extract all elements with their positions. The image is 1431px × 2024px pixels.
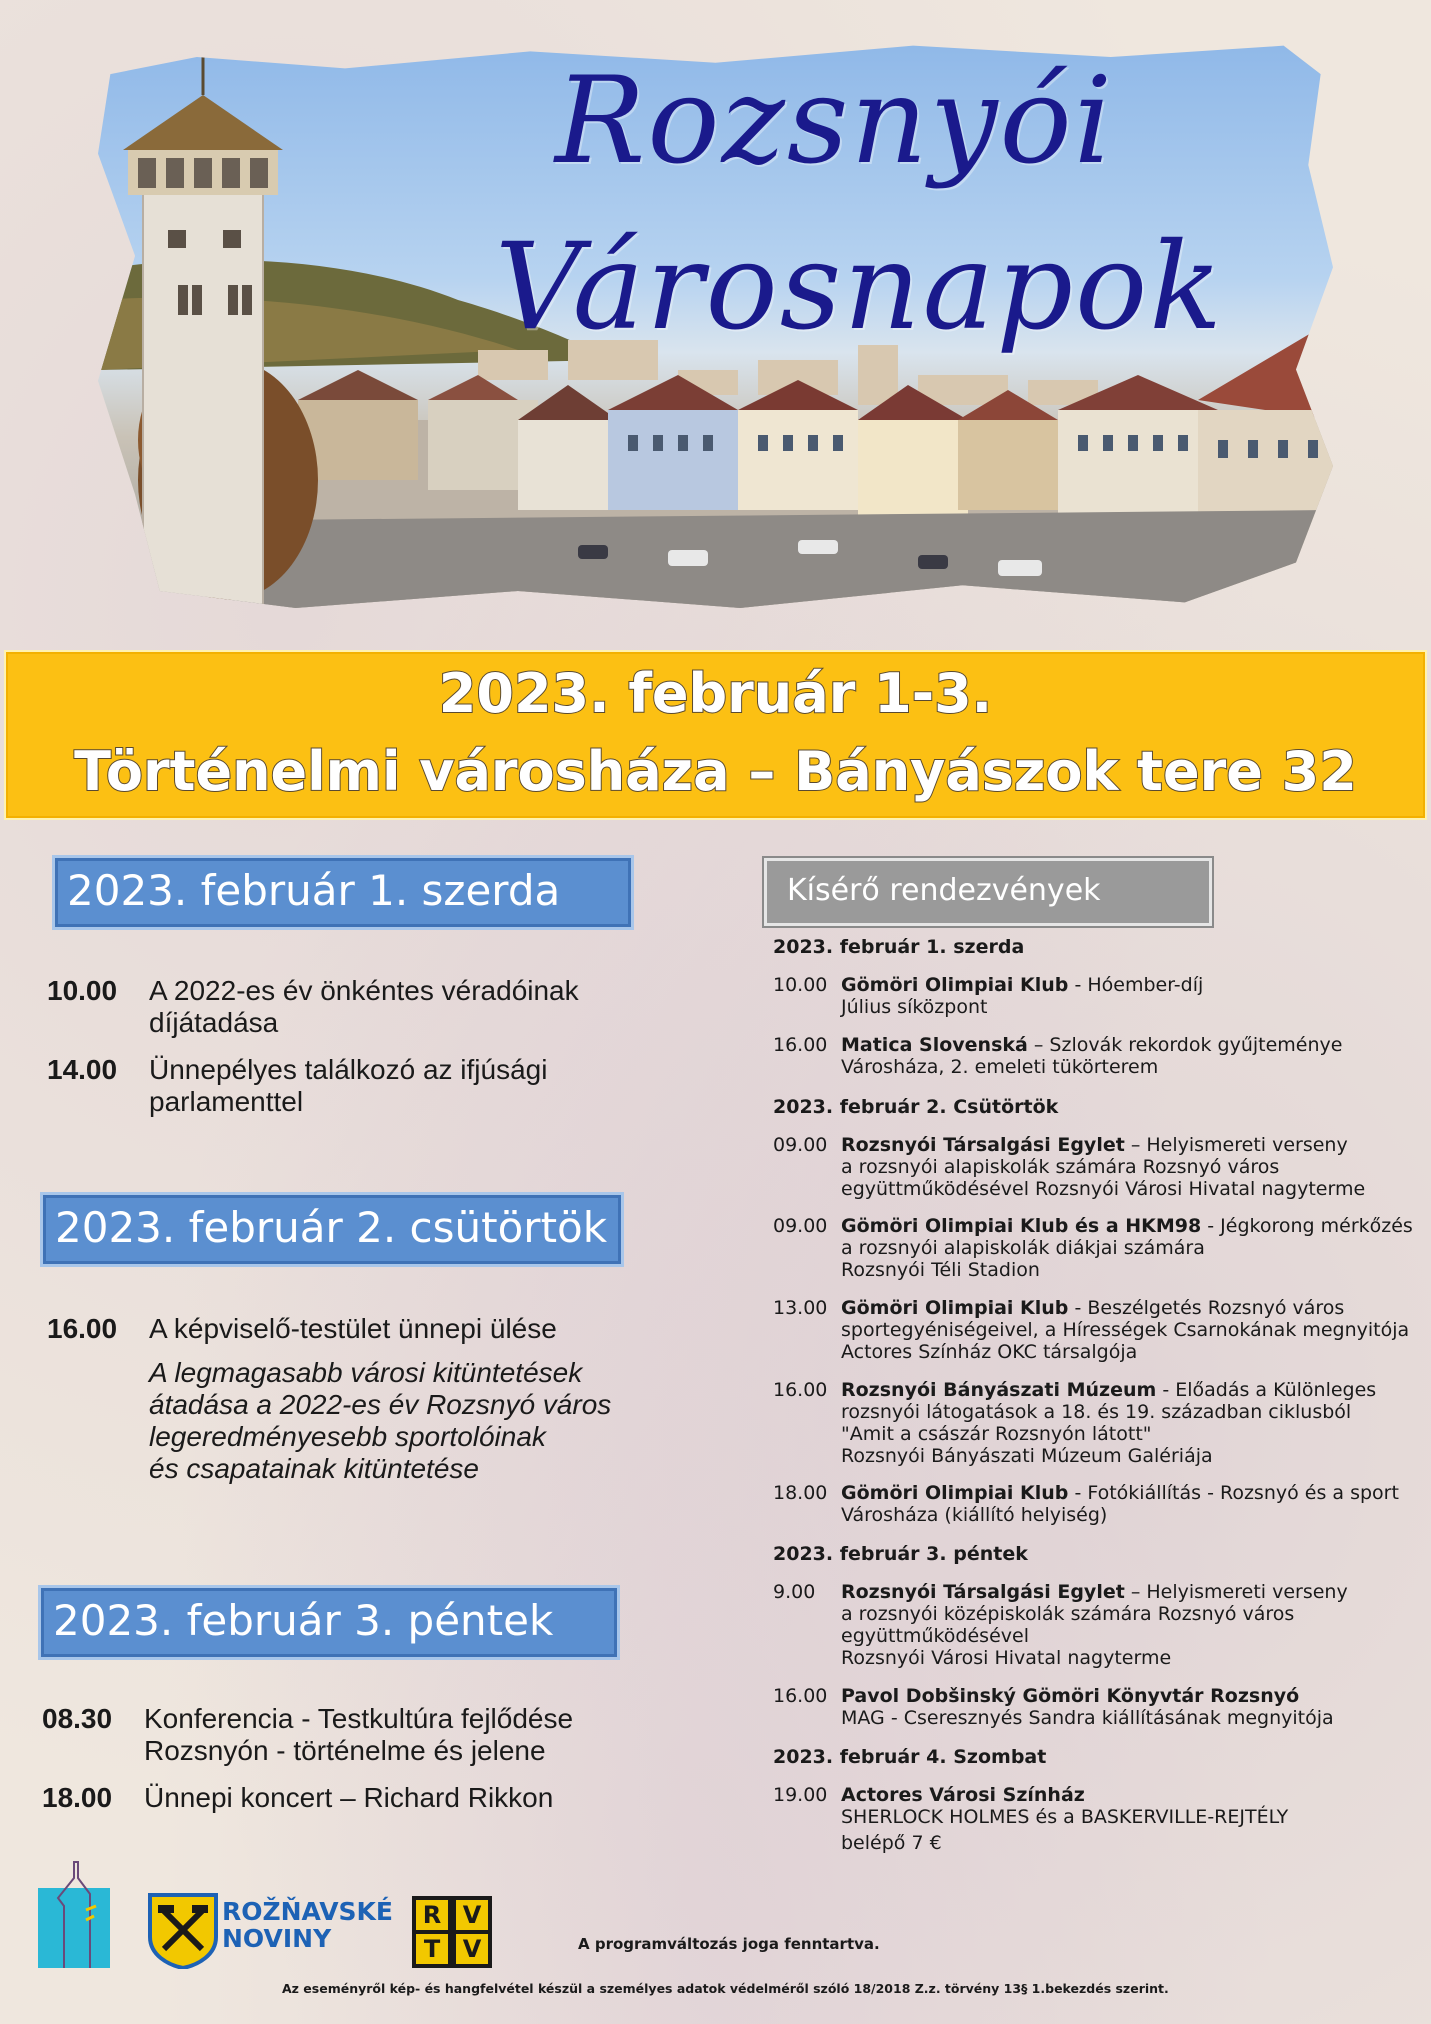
banner-venue: Történelmi városháza – Bányászok tere 32 — [74, 740, 1357, 803]
event-time: 08.30 — [42, 1703, 113, 1734]
event-note-line: átadása a 2022-es év Rozsnyó város — [149, 1389, 612, 1420]
side-event — [773, 1784, 1373, 1854]
rvtv-logo: R V T V — [412, 1896, 492, 1968]
side-event-time: 16.00 — [773, 1034, 828, 1056]
side-event-line: Július síközpont — [841, 996, 988, 1018]
side-event-org: Matica Slovenská — [841, 1034, 1028, 1056]
side-event-org: Actores Városi Színház — [841, 1784, 1085, 1806]
side-event-time: 9.00 — [773, 1581, 816, 1603]
program-event — [42, 1703, 662, 1773]
side-event-title: – Helyismereti verseny — [1124, 1581, 1348, 1603]
title-varosnapok: Városnapok — [495, 218, 1224, 357]
event-banner — [4, 650, 1427, 820]
side-event-line: Városháza (kiállító helyiség) — [841, 1504, 1108, 1526]
side-event-org: Rozsnyói Bányászati Múzeum — [841, 1379, 1157, 1401]
program-event — [42, 1782, 662, 1822]
side-event-line: rozsnyói látogatások a 18. és 19. században ciklusból — [841, 1401, 1352, 1423]
side-event-line: Actores Színház OKC társalgója — [841, 1341, 1138, 1363]
event-desc-line: Rozsnyón - történelme és jelene — [144, 1735, 546, 1766]
side-day-date: 2023. február 2. Csütörtök — [773, 1096, 1059, 1118]
side-event-time: 18.00 — [773, 1482, 828, 1504]
side-event-line: Városháza, 2. emeleti tükörterem — [841, 1056, 1159, 1078]
program-event — [47, 1054, 647, 1124]
side-event — [773, 1581, 1373, 1669]
side-event-org: Gömöri Olimpiai Klub és a HKM98 — [841, 1215, 1202, 1237]
city-tower-logo — [38, 1858, 118, 1970]
program-event — [47, 1313, 667, 1493]
event-time: 18.00 — [42, 1782, 113, 1813]
side-event-line: Rozsnyói Bányászati Múzeum Galériája — [841, 1445, 1213, 1467]
side-event-title: – Szlovák rekordok gyűjteménye — [1027, 1034, 1343, 1056]
side-event-line: a rozsnyói alapiskolák diákjai számára — [841, 1237, 1205, 1259]
side-event-time: 13.00 — [773, 1297, 828, 1319]
side-event-title: – Helyismereti verseny — [1124, 1134, 1348, 1156]
event-time: 16.00 — [47, 1313, 118, 1344]
event-desc-line: parlamenttel — [149, 1086, 304, 1117]
event-note-line: és csapatainak kitüntetése — [149, 1453, 479, 1484]
banner-date: 2023. február 1-3. — [438, 662, 993, 725]
side-event-time: 09.00 — [773, 1134, 828, 1156]
program-change-notice: A programváltozás joga fenntartva. — [578, 1935, 880, 1953]
side-event-org: Gömöri Olimpiai Klub — [841, 1482, 1069, 1504]
side-event-line: sportegyéniségeivel, a Hírességek Csarnokának megnyitója — [841, 1319, 1410, 1341]
event-desc-line: Konferencia - Testkultúra fejlődése — [144, 1703, 574, 1734]
event-note-line: A legmagasabb városi kitüntetések — [149, 1357, 583, 1388]
side-event-line: SHERLOCK HOLMES és a BASKERVILLE-REJTÉLY — [841, 1806, 1289, 1828]
side-event-title: - Előadás a Különleges — [1156, 1379, 1377, 1401]
side-event-time: 19.00 — [773, 1784, 828, 1806]
event-desc-line: A képviselő-testület ünnepi ülése — [149, 1313, 557, 1344]
side-event — [773, 974, 1373, 1018]
day-header-2: 2023. február 2. csütörtök — [40, 1192, 624, 1267]
event-time: 10.00 — [47, 975, 118, 1006]
side-event-line: Rozsnyói Téli Stadion — [841, 1259, 1040, 1281]
side-event-line: a rozsnyói alapiskolák számára Rozsnyó város — [841, 1156, 1280, 1178]
side-event-line: MAG - Cseresznyés Sandra kiállításának megnyitója — [841, 1707, 1334, 1729]
event-time: 14.00 — [47, 1054, 118, 1085]
side-event-title: - Beszélgetés Rozsnyó város — [1068, 1297, 1345, 1319]
side-event-time: 16.00 — [773, 1685, 828, 1707]
day-header-1: 2023. február 1. szerda — [52, 855, 634, 930]
side-event-org: Rozsnyói Társalgási Egylet — [841, 1581, 1125, 1603]
side-event-org: Pavol Dobšinský Gömöri Könyvtár Rozsnyó — [841, 1685, 1300, 1707]
program-event — [47, 975, 647, 1045]
side-event-time: 09.00 — [773, 1215, 828, 1237]
side-event-line: Rozsnyói Városi Hivatal nagyterme — [841, 1647, 1172, 1669]
side-event — [773, 1379, 1377, 1467]
side-event-line: belépő 7 € — [841, 1832, 942, 1854]
side-event-line: a rozsnyói középiskolák számára Rozsnyó város — [841, 1603, 1295, 1625]
side-event — [773, 1297, 1410, 1363]
side-day-date: 2023. február 3. péntek — [773, 1543, 1028, 1565]
side-event-org: Gömöri Olimpiai Klub — [841, 1297, 1069, 1319]
side-event-title: - Hóember-díj — [1068, 974, 1204, 996]
event-desc-line: Ünnepi koncert – Richard Rikkon — [144, 1782, 554, 1813]
side-day-date: 2023. február 1. szerda — [773, 936, 1025, 958]
side-event-time: 16.00 — [773, 1379, 828, 1401]
side-event-org: Gömöri Olimpiai Klub — [841, 974, 1069, 996]
legal-notice: Az eseményről kép- és hangfelvétel készül a személyes adatok védelméről szóló 18/2018 Z.z. törvény 13§ 1.bekezdés szerint. — [282, 1981, 1169, 1996]
side-event-line: együttműködésével — [841, 1625, 1029, 1647]
side-event-line: "Amit a császár Rozsnyón látott" — [841, 1423, 1152, 1445]
side-event — [773, 1482, 1399, 1526]
side-event-title: - Jégkorong mérkőzés — [1201, 1215, 1413, 1237]
side-event-time: 10.00 — [773, 974, 828, 996]
side-event — [773, 1034, 1373, 1078]
side-event-org: Rozsnyói Társalgási Egylet — [841, 1134, 1125, 1156]
side-event — [773, 1685, 1373, 1729]
side-event — [773, 1215, 1413, 1281]
side-event-title: - Fotókiállítás - Rozsnyó és a sport — [1068, 1482, 1399, 1504]
side-events-header: Kísérő rendezvények — [764, 858, 1212, 926]
event-desc-line: Ünnepélyes találkozó az ifjúsági — [149, 1054, 548, 1085]
roznavske-noviny-logo-text: ROŽŇAVSKÉ NOVINY — [222, 1897, 394, 1953]
title-rozsnyoi: Rozsnyói — [555, 52, 1115, 191]
side-event — [773, 1134, 1373, 1200]
day-header-3: 2023. február 3. péntek — [38, 1585, 620, 1660]
event-note-line: legeredményesebb sportolóinak — [149, 1421, 546, 1452]
event-desc-line: díjátadása — [149, 1007, 279, 1038]
side-event-line: együttműködésével Rozsnyói Városi Hivatal nagyterme — [841, 1178, 1366, 1200]
rozsnava-coat-of-arms-logo — [148, 1893, 218, 1969]
side-day-date: 2023. február 4. Szombat — [773, 1746, 1047, 1768]
event-desc-line: A 2022-es év önkéntes véradóinak — [149, 975, 579, 1006]
